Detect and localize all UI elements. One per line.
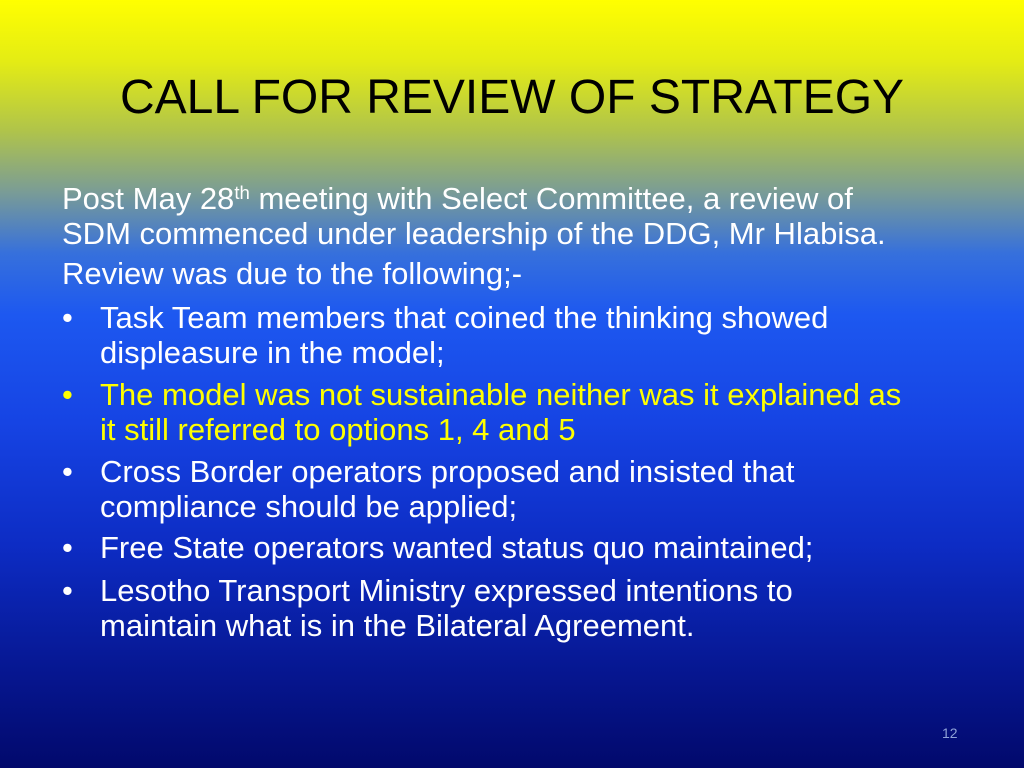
bullet-line: it still referred to options 1, 4 and 5 bbox=[100, 411, 576, 447]
bullet-icon: • bbox=[62, 377, 73, 412]
lead-paragraph bbox=[62, 257, 522, 292]
bullet-text bbox=[100, 378, 901, 447]
intro-line-2: SDM commenced under leadership of the DDG, Mr Hlabisa. bbox=[62, 215, 886, 251]
lead-line: Review was due to the following;- bbox=[62, 256, 523, 291]
bullet-text bbox=[100, 301, 828, 370]
bullet-line: displeasure in the model; bbox=[100, 334, 445, 370]
bullet-text bbox=[100, 455, 794, 524]
bullet-icon: • bbox=[62, 454, 73, 489]
bullet-icon: • bbox=[62, 573, 73, 608]
slide-title: CALL FOR REVIEW OF STRATEGY bbox=[119, 71, 905, 124]
bullet-text bbox=[100, 531, 813, 566]
intro-text-pre: Post May 28 bbox=[62, 181, 235, 216]
bullet-line: Task Team members that coined the thinking showed bbox=[100, 300, 829, 335]
bullet-line: Free State operators wanted status quo maintained; bbox=[100, 530, 814, 565]
bullet-icon: • bbox=[62, 530, 73, 565]
bullet-icon: • bbox=[62, 300, 73, 335]
bullet-line: The model was not sustainable neither was it explained as bbox=[100, 377, 902, 412]
intro-text-post: meeting with Select Committee, a review of bbox=[249, 181, 853, 216]
intro-paragraph bbox=[62, 182, 886, 251]
bullet-line: maintain what is in the Bilateral Agreement. bbox=[100, 607, 695, 643]
slide-number: 12 bbox=[942, 725, 958, 741]
intro-superscript: th bbox=[234, 181, 250, 203]
bullet-text bbox=[100, 574, 793, 643]
intro-line-1 bbox=[62, 182, 886, 217]
bullet-line: compliance should be applied; bbox=[100, 488, 518, 524]
bullet-line: Lesotho Transport Ministry expressed intentions to bbox=[100, 573, 793, 608]
bullet-line: Cross Border operators proposed and insisted that bbox=[100, 454, 795, 489]
